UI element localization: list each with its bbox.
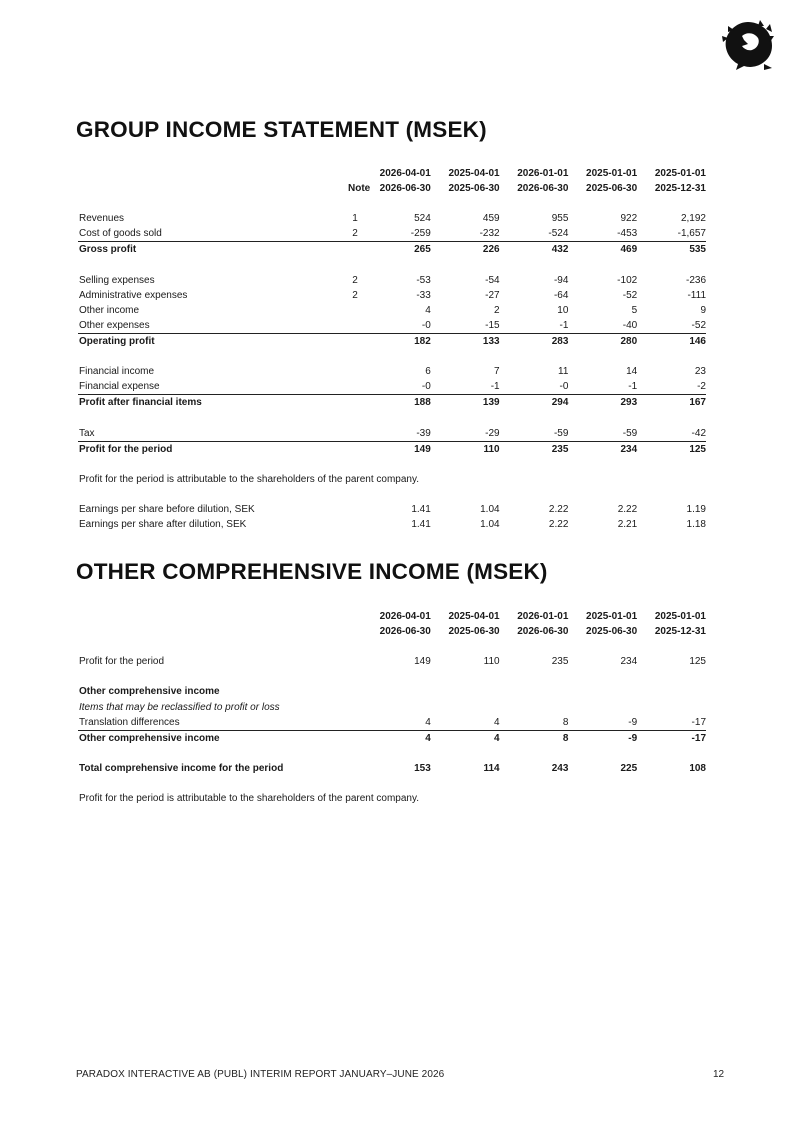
cell-value: 4 <box>431 730 500 746</box>
period-start-header-row <box>78 166 706 181</box>
cell-value: 2.21 <box>617 519 638 531</box>
cell-value: 2.22 <box>548 504 569 516</box>
cell-value: 5 <box>631 304 638 316</box>
comprehensive-income-title: OTHER COMPREHENSIVE INCOME (MSEK) <box>76 559 548 584</box>
cell-value: -524 <box>548 228 569 240</box>
attribution-note-row <box>78 472 706 487</box>
cell-value: 469 <box>568 242 637 258</box>
row-label: Financial income <box>79 366 155 378</box>
table-row <box>78 654 706 669</box>
row-label: Selling expenses <box>79 274 155 286</box>
table-row <box>78 364 706 379</box>
period-start: 2026-01-01 <box>517 168 569 179</box>
cell-value: -0 <box>559 381 569 393</box>
row-label: Other expenses <box>79 319 150 331</box>
cell-value: 293 <box>568 395 637 411</box>
note-header: Note <box>348 183 371 195</box>
cell-value: 9 <box>700 304 706 316</box>
cell-value: 2 <box>494 304 500 316</box>
cell-value: -1 <box>559 319 569 331</box>
cell-value: -52 <box>691 319 706 331</box>
cell-value: 535 <box>637 242 706 258</box>
period-start: 2025-01-01 <box>654 611 706 622</box>
cell-value: -53 <box>416 274 431 286</box>
cell-value: 294 <box>500 395 569 411</box>
oci-heading-row <box>78 684 706 699</box>
section-heading: Other comprehensive income <box>79 686 220 698</box>
oci-total-row <box>78 730 706 746</box>
period-end: 2026-06-30 <box>379 183 431 195</box>
cell-value: -29 <box>485 427 500 439</box>
cell-value: 11 <box>558 366 569 378</box>
cell-value: -111 <box>687 289 706 301</box>
period-end: 2026-06-30 <box>517 183 569 195</box>
period-end: 2025-06-30 <box>586 626 638 638</box>
period-start: 2025-04-01 <box>448 168 500 179</box>
income-statement-title: GROUP INCOME STATEMENT (MSEK) <box>76 117 487 142</box>
cell-value: 149 <box>414 656 431 668</box>
cell-value: 235 <box>551 656 569 668</box>
cell-value: -236 <box>685 274 706 286</box>
reclass-note-row <box>78 700 706 715</box>
table-row <box>78 288 706 303</box>
row-note: 2 <box>352 289 358 301</box>
cell-value: 167 <box>637 395 706 411</box>
table-row <box>78 379 706 395</box>
cell-value: -59 <box>553 427 569 439</box>
table-row <box>78 273 706 288</box>
cell-value: 234 <box>568 441 637 457</box>
income-statement-table <box>78 166 706 532</box>
cell-value: 524 <box>414 213 431 225</box>
cell-value: 2.22 <box>617 504 638 516</box>
cell-value: 14 <box>626 366 638 378</box>
period-start: 2026-01-01 <box>517 611 569 622</box>
cell-value: -259 <box>410 228 431 240</box>
period-end-header-row <box>78 624 706 639</box>
row-label: Profit for the period <box>79 656 165 668</box>
cell-value: 110 <box>431 441 500 457</box>
cell-value: 1.04 <box>480 504 500 516</box>
comprehensive-income-table <box>78 609 706 806</box>
cell-value: 114 <box>483 762 500 774</box>
cell-value: -40 <box>622 319 638 331</box>
cell-value: -232 <box>479 228 500 240</box>
cell-value: 125 <box>689 656 706 668</box>
cell-value: -17 <box>691 716 706 728</box>
period-start: 2025-01-01 <box>586 611 638 622</box>
cell-value: 235 <box>500 441 569 457</box>
cell-value: -1,657 <box>677 228 706 240</box>
period-start: 2026-04-01 <box>379 168 431 179</box>
cell-value: 133 <box>431 334 500 350</box>
period-end: 2025-12-31 <box>654 626 706 638</box>
profit-after-financial-items-row <box>78 395 706 411</box>
row-note: 2 <box>352 274 358 286</box>
page-number: 12 <box>713 1069 725 1080</box>
total-comprehensive-income-row <box>78 761 706 776</box>
period-end: 2025-06-30 <box>448 183 500 195</box>
page-footer: PARADOX INTERACTIVE AB (PUBL) INTERIM REPORT JANUARY–JUNE 2026 <box>76 1069 445 1080</box>
cell-value: 265 <box>362 242 431 258</box>
period-end: 2025-12-31 <box>654 183 706 195</box>
cell-value: 459 <box>482 213 500 225</box>
cell-value: -9 <box>628 716 638 728</box>
table-row <box>78 502 706 517</box>
row-label: Other comprehensive income <box>78 730 348 746</box>
cell-value: 2,192 <box>680 213 706 225</box>
cell-value: 234 <box>620 656 638 668</box>
table-row <box>78 303 706 318</box>
row-label: Profit for the period <box>78 441 348 457</box>
row-label: Translation differences <box>79 716 180 728</box>
row-label: Gross profit <box>78 242 348 258</box>
cell-value: 226 <box>431 242 500 258</box>
row-note: 2 <box>352 228 358 240</box>
cell-value: -453 <box>617 228 638 240</box>
period-end: 2026-06-30 <box>379 626 431 638</box>
period-start: 2025-04-01 <box>448 611 500 622</box>
period-start: 2026-04-01 <box>379 611 431 622</box>
cell-value: -2 <box>697 381 706 393</box>
period-start: 2025-01-01 <box>654 168 706 179</box>
cell-value: 23 <box>694 366 706 378</box>
cell-value: 2.22 <box>548 519 569 531</box>
period-end: 2025-06-30 <box>586 183 638 195</box>
cell-value: -42 <box>691 427 706 439</box>
cell-value: 146 <box>637 334 706 350</box>
row-label: Administrative expenses <box>79 289 188 301</box>
cell-value: 1.41 <box>411 504 431 516</box>
cell-value: 108 <box>689 762 706 774</box>
period-start-header-row <box>78 609 706 624</box>
cell-value: 149 <box>362 441 431 457</box>
cell-value: 110 <box>483 656 500 668</box>
table-row <box>78 517 706 532</box>
table-row <box>78 426 706 442</box>
cell-value: 4 <box>362 730 431 746</box>
cell-value: -64 <box>553 289 569 301</box>
cell-value: 182 <box>362 334 431 350</box>
row-note: 1 <box>352 213 358 225</box>
cell-value: 6 <box>425 366 431 378</box>
cell-value: 1.41 <box>411 519 431 531</box>
cell-value: 4 <box>425 304 431 316</box>
period-start: 2025-01-01 <box>586 168 638 179</box>
cell-value: 1.19 <box>686 504 706 516</box>
cell-value: -27 <box>485 289 500 301</box>
cell-value: -0 <box>421 319 431 331</box>
cell-value: 1.04 <box>480 519 500 531</box>
cell-value: 139 <box>431 395 500 411</box>
row-label: Other income <box>79 304 140 316</box>
cell-value: 4 <box>425 716 431 728</box>
cell-value: 243 <box>551 762 569 774</box>
row-label: Cost of goods sold <box>79 228 162 240</box>
cell-value: -17 <box>637 730 706 746</box>
cell-value: -1 <box>490 381 500 393</box>
cell-value: 225 <box>620 762 638 774</box>
section-subheading: Items that may be reclassified to profit or loss <box>79 701 280 713</box>
row-label: Total comprehensive income for the period <box>79 762 284 774</box>
row-label: Earnings per share after dilution, SEK <box>79 519 247 531</box>
period-end-header-row <box>78 181 706 196</box>
cell-value: 188 <box>362 395 431 411</box>
table-row <box>78 715 706 731</box>
cell-value: 1.18 <box>686 519 706 531</box>
cell-value: -94 <box>553 274 569 286</box>
cell-value: -102 <box>617 274 638 286</box>
cell-value: -59 <box>622 427 638 439</box>
period-end: 2025-06-30 <box>448 626 500 638</box>
row-label: Earnings per share before dilution, SEK <box>79 504 255 516</box>
cell-value: 7 <box>494 366 500 378</box>
table-row <box>78 211 706 226</box>
cell-value: 8 <box>562 716 569 728</box>
cell-value: 283 <box>500 334 569 350</box>
cell-value: -15 <box>485 319 500 331</box>
cell-value: 4 <box>494 716 500 728</box>
cell-value: 8 <box>500 730 569 746</box>
cell-value: -39 <box>416 427 431 439</box>
cell-value: 280 <box>568 334 637 350</box>
attribution-note-row <box>78 791 706 806</box>
table-row <box>78 226 706 242</box>
operating-profit-row <box>78 334 706 350</box>
gross-profit-row <box>78 242 706 258</box>
attribution-note: Profit for the period is attributable to the shareholders of the parent company. <box>79 793 420 805</box>
row-label: Operating profit <box>78 334 348 350</box>
row-label: Tax <box>79 427 95 439</box>
profit-for-period-row <box>78 441 706 457</box>
cell-value: 10 <box>557 304 569 316</box>
row-label: Revenues <box>79 213 125 225</box>
cell-value: 153 <box>414 762 431 774</box>
table-row <box>78 318 706 334</box>
cell-value: -0 <box>421 381 431 393</box>
row-label: Financial expense <box>79 381 160 393</box>
cell-value: 955 <box>551 213 569 225</box>
dragon-logo-icon <box>720 18 776 72</box>
cell-value: -54 <box>485 274 500 286</box>
period-end: 2026-06-30 <box>517 626 569 638</box>
row-label: Profit after financial items <box>78 395 348 411</box>
cell-value: -9 <box>568 730 637 746</box>
cell-value: 125 <box>637 441 706 457</box>
attribution-note: Profit for the period is attributable to the shareholders of the parent company. <box>79 473 420 485</box>
cell-value: -52 <box>622 289 638 301</box>
cell-value: -1 <box>628 381 638 393</box>
cell-value: -33 <box>416 289 431 301</box>
cell-value: 432 <box>500 242 569 258</box>
cell-value: 922 <box>620 213 638 225</box>
